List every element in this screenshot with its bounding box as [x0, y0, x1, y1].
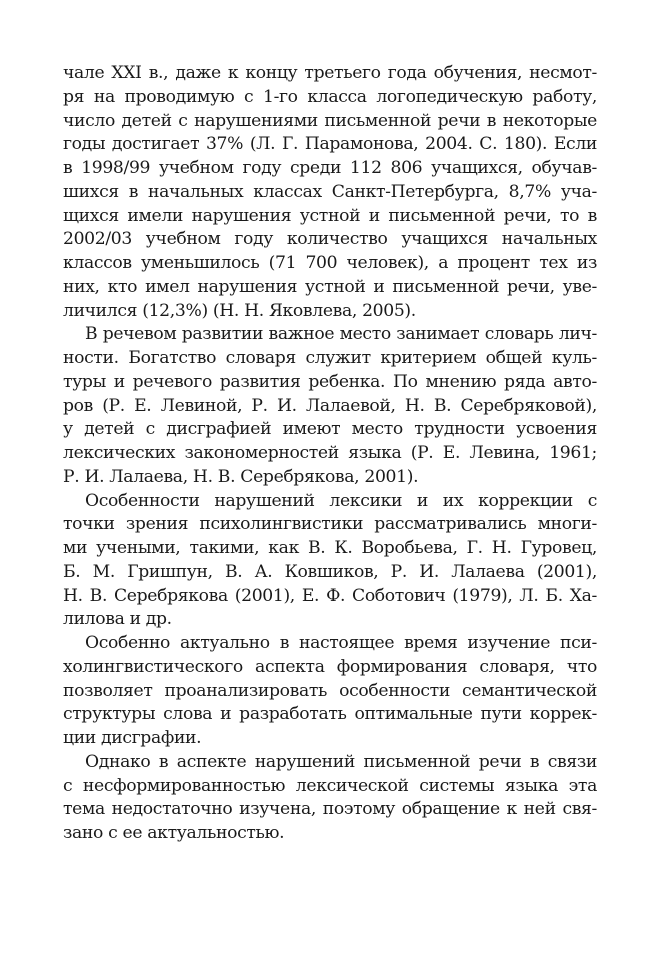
paragraph-conclusion [63, 751, 597, 846]
text-line: позволяет проанализировать особенности семантической [63, 680, 597, 701]
text-line: в 1998/99 учебном году среди 112 806 учащихся, обучав- [63, 158, 597, 178]
text-line: В речевом развитии важное место занимает словарь лич- [85, 324, 597, 345]
document-page [63, 62, 597, 846]
text-line: Особенно актуально в настоящее время изучение пси- [85, 633, 597, 653]
text-line: щихся имели нарушения устной и письменной речи, то в [63, 205, 597, 226]
text-line: классов уменьшилось (71 700 человек), а процент тех из [63, 253, 597, 273]
text-line: Н. В. Серебрякова (2001), Е. Ф. Соботович (1979), Л. Б. Ха- [63, 585, 597, 606]
text-line: у детей с дисграфией имеют место трудности усвоения [63, 419, 597, 440]
text-line: ми учеными, такими, как В. К. Воробьева, Г. Н. Гуровец, [63, 538, 597, 558]
text-line: лексических закономерностей языка (Р. Е. Левина, 1961; [63, 443, 597, 463]
text-line: ции дисграфии. [63, 728, 202, 748]
text-line: Особенности нарушений лексики и их коррекции с [85, 490, 597, 511]
text-line: ности. Богатство словаря служит критерием общей куль- [63, 348, 597, 368]
paragraph-researchers [63, 490, 597, 633]
text-line: число детей с нарушениями письменной речи в некоторые [63, 110, 597, 131]
paragraph-statistics [63, 62, 597, 323]
text-line: ря на проводимую с 1-го класса логопедическую работу, [63, 86, 597, 107]
text-line: точки зрения психолингвистики рассматривались многи- [63, 514, 597, 535]
text-line: шихся в начальных классах Санкт-Петербурга, 8,7% уча- [63, 181, 597, 202]
text-line: личился (12,3%) (Н. Н. Яковлева, 2005). [63, 300, 416, 321]
text-line: Р. И. Лалаева, Н. В. Серебрякова, 2001). [63, 466, 419, 487]
text-line: холингвистического аспекта формирования словаря, что [63, 656, 597, 677]
paragraph-vocabulary [63, 323, 597, 489]
text-line: чале XXI в., даже к концу третьего года обучения, несмот- [63, 63, 597, 83]
text-line: Б. М. Гришпун, В. А. Ковшиков, Р. И. Лалаева (2001), [63, 561, 597, 582]
text-line: ров (Р. Е. Левиной, Р. И. Лалаевой, Н. В. Серебряковой), [63, 395, 597, 416]
text-line: туры и речевого развития ребенка. По мнению ряда авто- [63, 371, 597, 392]
text-line: зано с ее актуальностью. [63, 823, 285, 843]
text-line: с несформированностью лексической системы языка эта [63, 775, 597, 796]
text-line: них, кто имел нарушения устной и письменной речи, уве- [63, 276, 597, 297]
text-line: лилова и др. [63, 609, 172, 630]
text-line: годы достигает 37% (Л. Г. Парамонова, 2004. С. 180). Если [63, 134, 597, 155]
text-line: структуры слова и разработать оптимальные пути коррек- [63, 704, 597, 725]
text-line: тема недостаточно изучена, поэтому обращение к ней свя- [63, 799, 597, 820]
text-line: Однако в аспекте нарушений письменной речи в связи [85, 751, 597, 772]
paragraph-relevance [63, 632, 597, 751]
text-line: 2002/03 учебном году количество учащихся начальных [63, 229, 597, 250]
